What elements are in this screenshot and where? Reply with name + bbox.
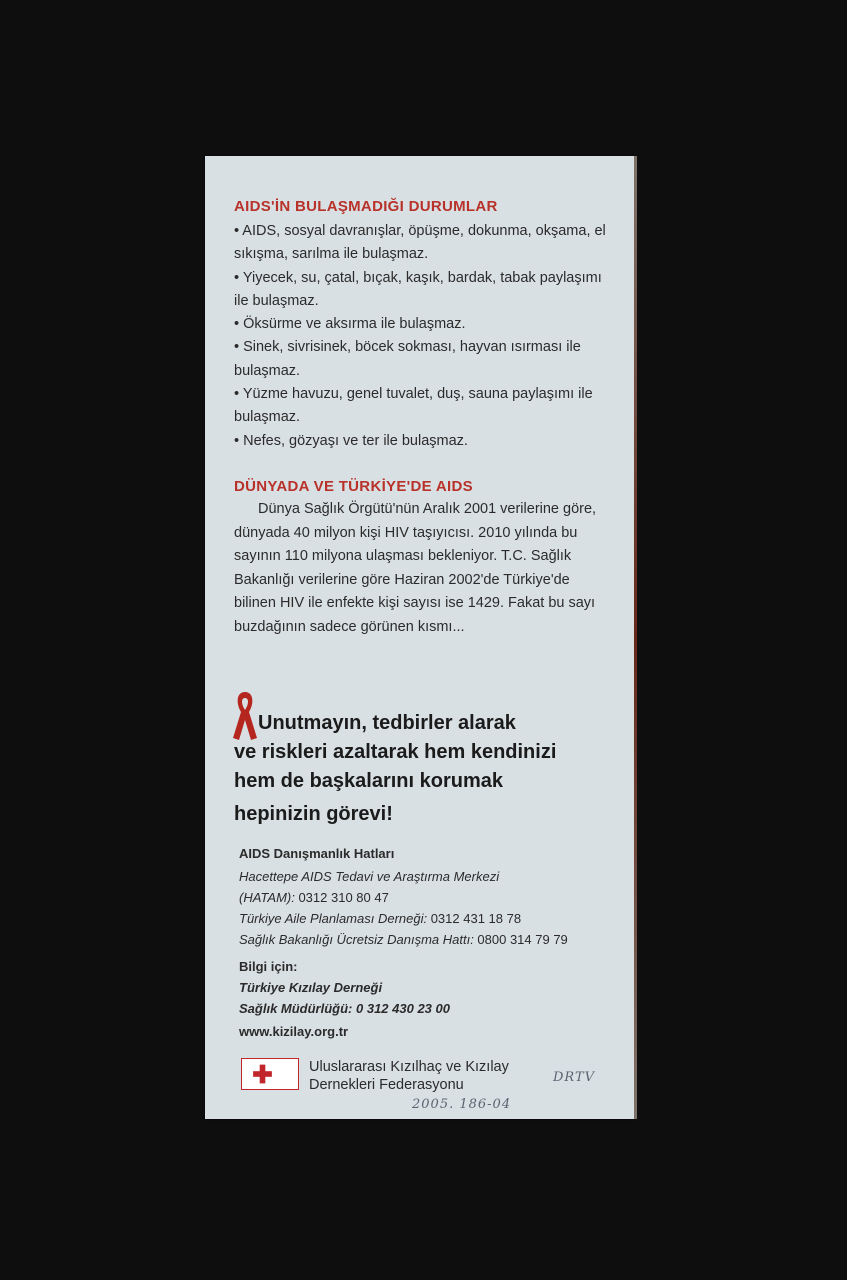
federation-line: Uluslararası Kızılhaç ve Kızılay — [309, 1059, 509, 1075]
hotlines-title: AIDS Danışmanlık Hatları — [239, 846, 395, 861]
hotline-label: Sağlık Bakanlığı Ücretsiz Danışma Hattı: — [239, 932, 474, 947]
slogan-line: ve riskleri azaltarak hem kendinizi — [234, 741, 557, 763]
slogan-line: Unutmayın, tedbirler alarak — [258, 712, 516, 734]
info-phone: Sağlık Müdürlüğü: 0 312 430 23 00 — [239, 1000, 450, 1016]
list-item: • Öksürme ve aksırma ile bulaşmaz. — [234, 316, 466, 333]
hotline-label: Türkiye Aile Planlaması Derneği: — [239, 911, 428, 926]
non-transmission-list — [234, 220, 614, 453]
list-item: • Nefes, gözyaşı ve ter ile bulaşmaz. — [234, 432, 468, 449]
website-link[interactable]: www.kizilay.org.tr — [239, 1024, 349, 1039]
slogan — [234, 709, 614, 829]
federation-name — [309, 1058, 509, 1094]
handwritten-mark: DRTV — [553, 1070, 596, 1085]
info-contact — [239, 978, 450, 1019]
red-cross-crescent-logo — [241, 1058, 299, 1090]
hotline-number: 0312 431 18 78 — [427, 911, 522, 926]
info-title: Bilgi için: — [239, 959, 298, 974]
hotline-center: Hacettepe AIDS Tedavi ve Araştırma Merkezi — [239, 869, 500, 884]
section-title-transmission: AIDS'İN BULAŞMADIĞI DURUMLAR — [234, 198, 498, 215]
list-item: • Yüzme havuzu, genel tuvalet, duş, sauna paylaşımı ile bulaşmaz. — [234, 386, 593, 426]
slogan-line: hepinizin görevi! — [234, 803, 393, 825]
list-item: • Yiyecek, su, çatal, bıçak, kaşık, bardak, tabak paylaşımı ile bulaşmaz. — [234, 269, 602, 309]
leaflet-card — [205, 156, 634, 1119]
section-title-world: DÜNYADA VE TÜRKİYE'DE AIDS — [234, 478, 473, 495]
card-edge — [634, 156, 637, 1119]
hotlines-list — [239, 866, 634, 950]
world-statistics-paragraph: Dünya Sağlık Örgütü'nün Aralık 2001 verilerine göre, dünyada 40 milyon kişi HIV taşıyıcısı. 2010 yılında bu sayının 110 milyona ulaşması bekleniyor. T.C. Sağlık Bakanlığı verilerine göre Haziran 2002'de Türkiye'de bilinen HIV ile enfekte kişi sayısı ise 1429. Fakat bu sayı buzdağının sadece görünen kısmı... — [234, 501, 597, 635]
federation-line: Dernekleri Federasyonu — [309, 1077, 464, 1093]
hotline-label: (HATAM): — [239, 890, 295, 905]
info-org: Türkiye Kızılay Derneği — [239, 980, 383, 995]
list-item: • AIDS, sosyal davranışlar, öpüşme, dokunma, okşama, el sıkışma, sarılma ile bulaşmaz. — [234, 223, 606, 263]
slogan-line: hem de başkalarını korumak — [234, 770, 504, 792]
hotline-number: 0800 314 79 79 — [473, 932, 568, 947]
hotline-number: 0312 310 80 47 — [294, 890, 389, 905]
handwritten-reference: 2005. 186-04 — [412, 1097, 512, 1112]
list-item: • Sinek, sivrisinek, böcek sokması, hayvan ısırması ile bulaşmaz. — [234, 339, 581, 379]
